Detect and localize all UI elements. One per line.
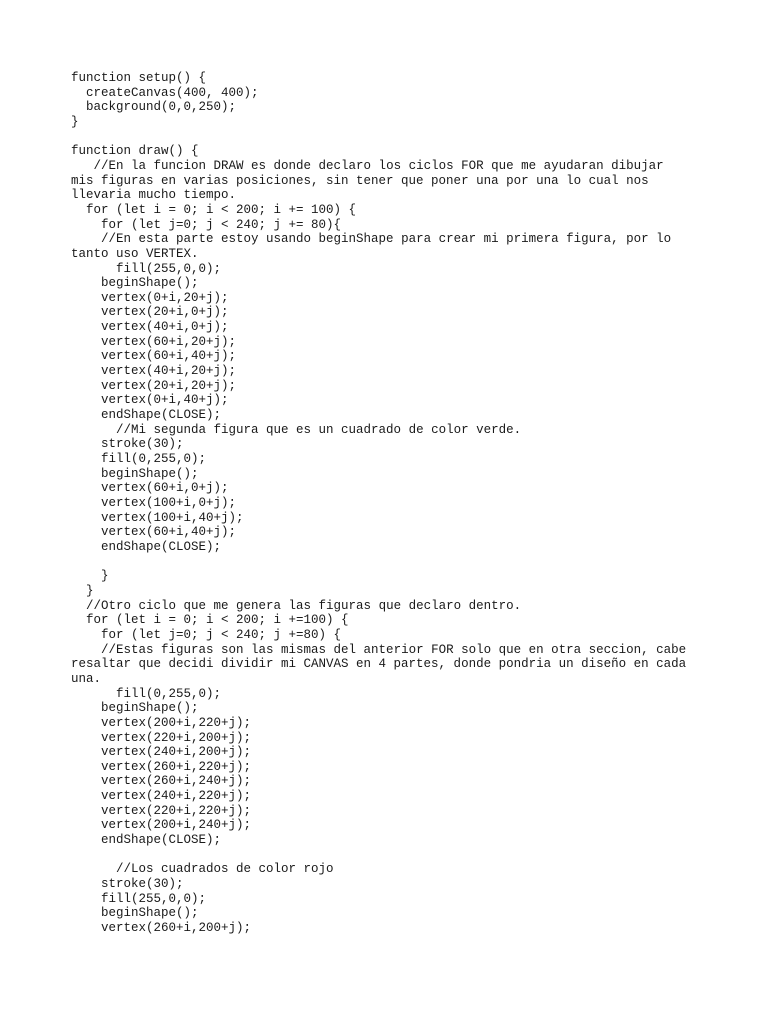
code-line: beginShape(); bbox=[71, 276, 199, 291]
code-line: vertex(0+i,40+j); bbox=[71, 393, 229, 408]
code-line: vertex(240+i,200+j); bbox=[71, 745, 252, 760]
code-line: vertex(100+i,40+j); bbox=[71, 510, 244, 525]
code-line: vertex(40+i,20+j); bbox=[71, 364, 237, 379]
code-line: vertex(260+i,200+j); bbox=[71, 921, 252, 936]
code-line: } bbox=[71, 583, 94, 598]
code-line: //En esta parte estoy usando beginShape para crear mi primera figura, por lo tanto uso VERTEX. bbox=[71, 232, 679, 261]
code-line: function setup() { bbox=[71, 71, 207, 85]
code-line: vertex(260+i,240+j); bbox=[71, 774, 252, 789]
code-line: vertex(20+i,0+j); bbox=[71, 305, 229, 320]
code-line: vertex(40+i,0+j); bbox=[71, 320, 229, 335]
code-line: vertex(60+i,40+j); bbox=[71, 525, 237, 540]
code-line: fill(255,0,0); bbox=[71, 261, 222, 276]
code-line: vertex(220+i,220+j); bbox=[71, 803, 252, 818]
code-line bbox=[71, 555, 693, 570]
code-line: stroke(30); bbox=[71, 437, 184, 452]
code-line: vertex(220+i,200+j); bbox=[71, 730, 252, 745]
code-line: //En la funcion DRAW es donde declaro los ciclos FOR que me ayudaran dibujar mis figuras en varias posiciones, sin tener que poner una por una lo cual nos llevaria mucho tiempo. bbox=[71, 158, 672, 203]
code-line: endShape(CLOSE); bbox=[71, 833, 222, 848]
code-line: fill(0,255,0); bbox=[71, 452, 207, 467]
code-line: vertex(0+i,20+j); bbox=[71, 290, 229, 305]
code-line: beginShape(); bbox=[71, 906, 199, 921]
code-line: beginShape(); bbox=[71, 466, 199, 481]
code-line: for (let j=0; j < 240; j += 80){ bbox=[71, 217, 342, 232]
code-line: fill(255,0,0); bbox=[71, 891, 207, 906]
code-line: vertex(200+i,240+j); bbox=[71, 818, 252, 833]
code-line: createCanvas(400, 400); bbox=[71, 85, 259, 100]
code-line: fill(0,255,0); bbox=[71, 686, 222, 701]
code-line: } bbox=[71, 569, 109, 584]
code-line: vertex(200+i,220+j); bbox=[71, 715, 252, 730]
code-line: beginShape(); bbox=[71, 701, 199, 716]
code-line: stroke(30); bbox=[71, 877, 184, 892]
code-line bbox=[71, 130, 693, 145]
code-line: endShape(CLOSE); bbox=[71, 539, 222, 554]
code-line: for (let i = 0; i < 200; i += 100) { bbox=[71, 202, 357, 217]
code-line: } bbox=[71, 114, 79, 129]
code-line: vertex(240+i,220+j); bbox=[71, 789, 252, 804]
code-line: //Mi segunda figura que es un cuadrado de color verde. bbox=[71, 422, 522, 437]
code-line: for (let i = 0; i < 200; i +=100) { bbox=[71, 613, 349, 628]
code-line: vertex(60+i,0+j); bbox=[71, 481, 229, 496]
code-line: for (let j=0; j < 240; j +=80) { bbox=[71, 627, 342, 642]
code-line: endShape(CLOSE); bbox=[71, 408, 222, 423]
code-listing bbox=[71, 71, 693, 936]
code-line: //Los cuadrados de color rojo bbox=[71, 862, 334, 877]
code-line: vertex(60+i,20+j); bbox=[71, 334, 237, 349]
code-line: background(0,0,250); bbox=[71, 100, 237, 115]
code-line bbox=[71, 848, 693, 863]
code-line: vertex(20+i,20+j); bbox=[71, 378, 237, 393]
code-line: //Estas figuras son las mismas del anterior FOR solo que en otra seccion, cabe resaltar que decidi dividir mi CANVAS en 4 partes, donde pondria un diseño en cada una. bbox=[71, 642, 694, 686]
code-line: //Otro ciclo que me genera las figuras que declaro dentro. bbox=[71, 598, 522, 613]
code-line: vertex(60+i,40+j); bbox=[71, 349, 237, 364]
code-line: vertex(260+i,220+j); bbox=[71, 759, 252, 774]
code-line: function draw() { bbox=[71, 144, 199, 159]
code-line: vertex(100+i,0+j); bbox=[71, 496, 237, 511]
